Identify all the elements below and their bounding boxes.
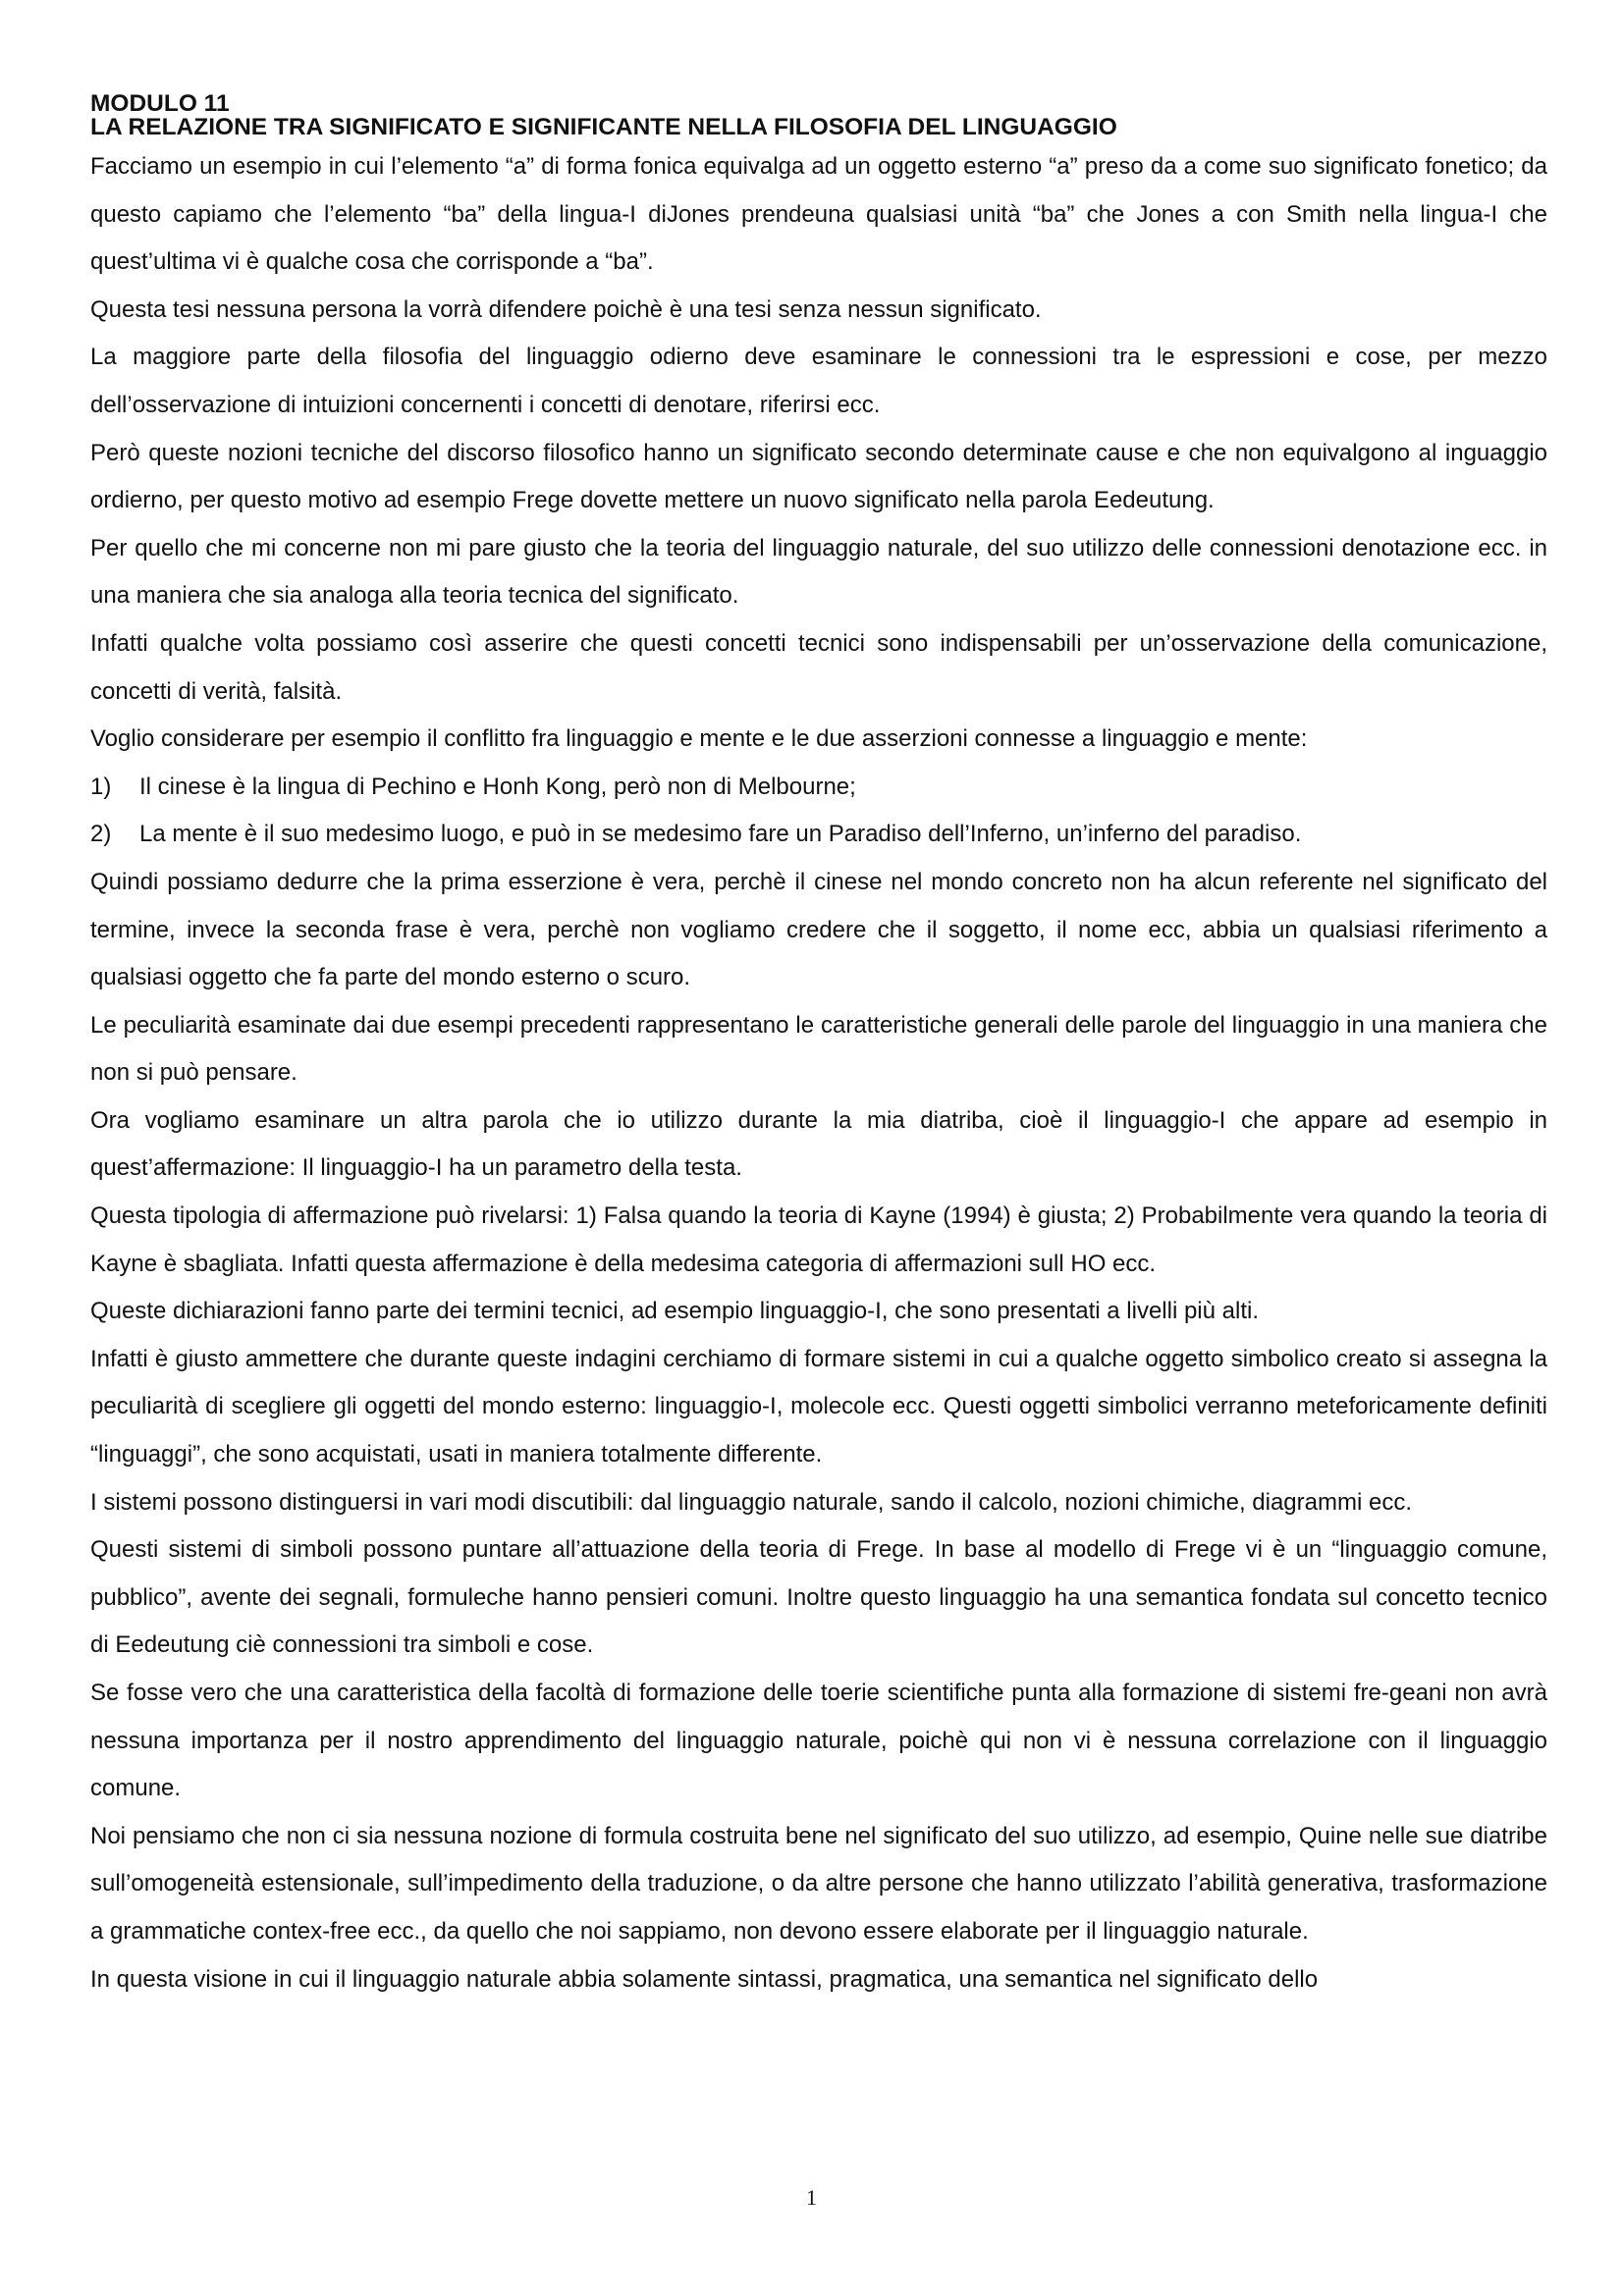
list-text: La mente è il suo medesimo luogo, e può in se medesimo fare un Paradiso dell’Inferno, un’inferno del paradiso. [139,821,1302,848]
paragraph: Questa tesi nessuna persona la vorrà difendere poichè è una tesi senza nessun significato. [90,295,1042,323]
numbered-list-item [90,811,1547,859]
list-text: Il cinese è la lingua di Pechino e Honh Kong, però non di Melbourne; [139,773,856,800]
paragraph: Questi sistemi di simboli possono puntare all’attuazione della teoria di Frege. In base al modello di Frege vi è un “linguaggio comune, pubblico”, avente dei segnali, formuleche hanno pensieri comuni. Inoltre questo linguaggio ha una semantica fondata sul concetto tecnico di Eedeutung ciè connessioni tra simboli e cose. [90,1536,1547,1659]
paragraph: Voglio considerare per esempio il conflitto fra linguaggio e mente e le due asserzioni connesse a linguaggio e mente: [90,725,1308,753]
numbered-list-item [90,764,1547,812]
paragraph: Le peculiarità esaminate dai due esempi precedenti rappresentano le caratteristiche generali delle parole del linguaggio in una maniera che non si può pensare. [90,1011,1547,1087]
paragraph: Però queste nozioni tecniche del discorso filosofico hanno un significato secondo determinate cause e che non equivalgono al inguaggio ordierno, per questo motivo ad esempio Frege dovette mettere un nuovo significato nella parola Eedeutung. [90,439,1547,514]
document-body [90,92,1547,2003]
document-subtitle: LA RELAZIONE TRA SIGNIFICATO E SIGNIFICANTE NELLA FILOSOFIA DEL LINGUAGGIO [90,114,1117,140]
paragraph: Infatti qualche volta possiamo così asserire che questi concetti tecnici sono indispensabili per un’osservazione della comunicazione, concetti di verità, falsità. [90,629,1547,705]
paragraph: Per quello che mi concerne non mi pare giusto che la teoria del linguaggio naturale, del suo utilizzo delle connessioni denotazione ecc. in una maniera che sia analoga alla teoria tecnica del significato. [90,534,1547,610]
paragraph: Noi pensiamo che non ci sia nessuna nozione di formula costruita bene nel significato del suo utilizzo, ad esempio, Quine nelle sue diatribe sull’omogeneità estensionale, sull’impedimento della traduzione, o da altre persone che hanno utilizzato l’abilità generativa, trasformazione a grammatiche contex-free ecc., da quello che noi sappiamo, non devono essere elaborate per il linguaggio naturale. [90,1822,1547,1945]
paragraph: I sistemi possono distinguersi in vari modi discutibili: dal linguaggio naturale, sando il calcolo, nozioni chimiche, diagrammi ecc. [90,1488,1412,1516]
paragraph: Quindi possiamo dedurre che la prima esserzione è vera, perchè il cinese nel mondo concreto non ha alcun referente nel significato del termine, invece la seconda frase è vera, perchè non vogliamo credere che il soggetto, il nome ecc, abbia un qualsiasi riferimento a qualsiasi oggetto che fa parte del mondo esterno o scuro. [90,868,1547,991]
list-number: 1) [90,773,112,800]
paragraph: Questa tipologia di affermazione può rivelarsi: 1) Falsa quando la teoria di Kayne (1994) è giusta; 2) Probabilmente vera quando la teoria di Kayne è sbagliata. Infatti questa affermazione è della medesima categoria di affermazioni sull HO ecc. [90,1202,1547,1277]
paragraph: Se fosse vero che una caratteristica della facoltà di formazione delle toerie scientifiche punta alla formazione di sistemi fre-geani non avrà nessuna importanza per il nostro apprendimento del linguaggio naturale, poichè qui non vi è nessuna correlazione con il linguaggio comune. [90,1680,1547,1802]
list-number: 2) [90,821,112,848]
page-number: 1 [806,2185,817,2210]
paragraph: In questa visione in cui il linguaggio naturale abbia solamente sintassi, pragmatica, una semantica nel significato dello [90,1965,1319,1993]
paragraph: La maggiore parte della filosofia del linguaggio odierno deve esaminare le connessioni tra le espressioni e cose, per mezzo dell’osservazione di intuizioni concernenti i concetti di denotare, riferirsi ecc. [90,344,1547,418]
paragraph: Queste dichiarazioni fanno parte dei termini tecnici, ad esempio linguaggio-I, che sono presentati a livelli più alti. [90,1298,1260,1325]
paragraph: Ora vogliamo esaminare un altra parola che io utilizzo durante la mia diatriba, cioè il linguaggio-I che appare ad esempio in quest’affermazione: Il linguaggio-I ha un parametro della testa. [90,1106,1547,1182]
paragraph: Facciamo un esempio in cui l’elemento “a” di forma fonica equivalga ad un oggetto esterno “a” preso da a come suo significato fonetico; da questo capiamo che l’elemento “ba” della lingua-I diJones prendeuna qualsiasi unità “ba” che Jones a con Smith nella lingua-I che quest’ultima vi è qualche cosa che corrisponde a “ba”. [90,153,1547,276]
paragraph: Infatti è giusto ammettere che durante queste indagini cerchiamo di formare sistemi in cui a qualche oggetto simbolico creato si assegna la peculiarità di scegliere gli oggetti del mondo esterno: linguaggio-I, molecole ecc. Questi oggetti simbolici verranno meteforicamente definiti “linguaggi”, che sono acquistati, usati in maniera totalmente differente. [90,1345,1547,1468]
module-title: MODULO 11 [90,90,230,117]
